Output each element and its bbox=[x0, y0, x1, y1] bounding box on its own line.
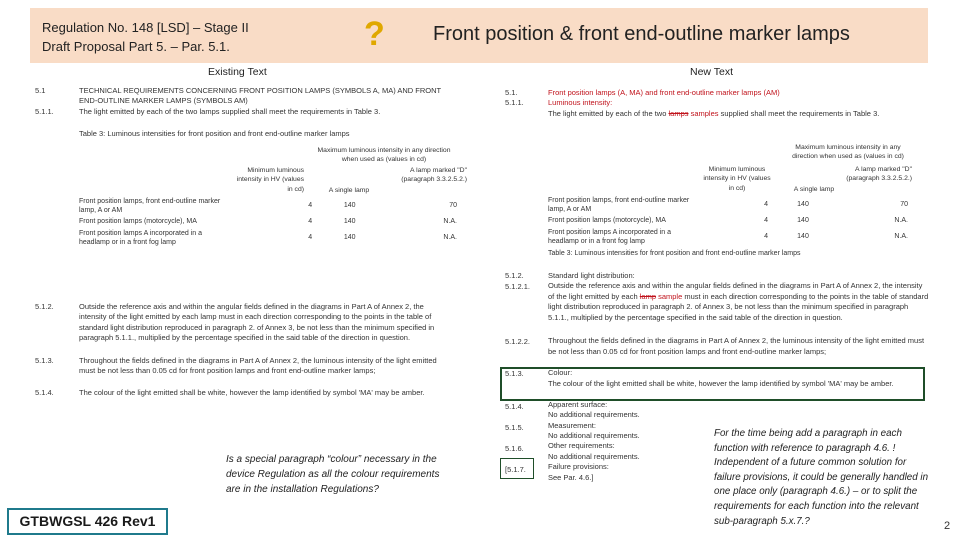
existing-table-caption: Table 3: Luminous intensities for front position and front end-outline marker lamps bbox=[79, 129, 350, 138]
page-number: 2 bbox=[944, 520, 951, 532]
failure-provisions-note: For the time being add a paragraph in each function with reference to paragraph 4.6. ! Independent of a future common solution for failure provisions, it could be generally handled in one place only (paragraph 4.6.) – or to split the requirements for each function into the relevant sub-paragraph 5.x.7.? bbox=[714, 428, 929, 527]
para-number: 5.1.4. bbox=[505, 402, 524, 411]
new-para-5-1-title: Front position lamps (A, MA) and front end-outline marker lamps (AM) bbox=[548, 88, 780, 97]
table-row: Front position lamps (motorcycle), MA 4 140 N.A. bbox=[79, 218, 457, 226]
question-mark-icon: ? bbox=[364, 15, 385, 53]
table-row: Front position lamps, front end-outline marker lamp, A or AM 4 140 70 bbox=[548, 196, 908, 213]
colour-text: The colour of the light emitted shall be white, however the lamp identified by symbol 'MA' may be amber. bbox=[548, 378, 894, 388]
table-row: Front position lamps (motorcycle), MA 4 140 N.A. bbox=[548, 217, 908, 225]
para-number: 5.1.1. bbox=[505, 98, 524, 107]
para-number: 5.1.1. bbox=[35, 107, 54, 116]
new-para-5-1-1-text: The light emitted by each of the two lamps samples supplied shall meet the requirements in Table 3. bbox=[548, 109, 880, 118]
para-number: 5.1.4. bbox=[35, 388, 54, 397]
failure-provisions-text: See Par. 4.6.] bbox=[548, 472, 594, 482]
failure-provisions-title: Failure provisions: bbox=[548, 462, 609, 472]
new-para-5-1-2-1: Outside the reference axis and within the angular fields defined in the diagrams in Part A of Annex 2, the intensity of the light emitted by each lamp sample must in each direction corresponding to the points in the table of standard light distribution reproduced in paragraph 2. of Annex 3, be not less than the minimum specified in paragraph 5.1.1., multiplied by the percentage specified in the said table of the direction in question. bbox=[548, 281, 929, 322]
para-number: 5.1.5. bbox=[505, 423, 524, 432]
table-row: Front position lamps A incorporated in a headlamp or in a front fog lamp 4 140 N.A. bbox=[79, 229, 457, 246]
measurement-text: No additional requirements. bbox=[548, 431, 640, 441]
new-table-body bbox=[548, 195, 912, 247]
para-number: 5.1.2.1. bbox=[505, 282, 531, 291]
measurement-title: Measurement: bbox=[548, 420, 596, 430]
table-row: Front position lamps A incorporated in a headlamp or in a front fog lamp 4 140 N.A. bbox=[548, 228, 908, 245]
colour-title: Colour: bbox=[548, 368, 573, 378]
colour-highlight-box bbox=[500, 367, 925, 401]
regulation-reference: Regulation No. 148 [LSD] – Stage II Draft Proposal Part 5. – Par. 5.1. bbox=[42, 20, 249, 54]
para-5-1-7-highlight-box bbox=[500, 458, 534, 479]
slide-title: Front position & front end-outline marker lamps bbox=[433, 23, 850, 45]
standard-light-distribution-title: Standard light distribution: bbox=[548, 271, 635, 280]
new-text-heading: New Text bbox=[690, 66, 733, 78]
existing-table-body bbox=[79, 196, 471, 248]
table-row: Front position lamps, front end-outline marker lamp, A or AM 4 140 70 bbox=[79, 197, 457, 214]
existing-text-heading: Existing Text bbox=[208, 66, 267, 78]
apparent-surface-title: Apparent surface: bbox=[548, 399, 608, 409]
new-para-5-1-1-title: Luminous intensity: bbox=[548, 98, 613, 107]
other-requirements-text: No additional requirements. bbox=[548, 451, 640, 461]
new-table-caption: Table 3: Luminous intensities for front position and front end-outline marker lamps bbox=[548, 250, 801, 257]
para-number: 5.1.6. bbox=[505, 444, 524, 453]
para-number: 5.1.2. bbox=[35, 302, 54, 311]
existing-para-5-1-3: Throughout the fields defined in the diagrams in Part A of Annex 2, the luminous intensity of the light emitted must be not less than 0.05 cd for front position lamps and front end-outline marker lamps; bbox=[79, 356, 437, 376]
para-number: 5.1.3. bbox=[505, 369, 524, 378]
para-number: 5.1.3. bbox=[35, 356, 54, 365]
new-para-5-1-2-2: Throughout the fields defined in the diagrams in Part A of Annex 2, the luminous intensity of the light emitted must be not less than 0.05 cd for front position lamps and front end-outline marker lamps; bbox=[548, 336, 925, 356]
colour-question-note: Is a special paragraph “colour” necessary in the device Regulation as all the colour requirements are in the installation Regulations? bbox=[226, 454, 440, 495]
para-number: 5.1.2.2. bbox=[505, 337, 531, 346]
apparent-surface-text: No additional requirements. bbox=[548, 410, 640, 420]
other-requirements-title: Other requirements: bbox=[548, 441, 615, 451]
existing-para-5-1-1: The light emitted by each of the two lamps supplied shall meet the requirements in Table 3. bbox=[79, 107, 381, 116]
existing-para-5-1-2: Outside the reference axis and within the angular fields defined in the diagrams in Part A of Annex 2, the intensity of the light emitted by each lamp must in each direction corresponding to the points in the table of standard light distribution reproduced in paragraph 2. of Annex 3, be not less than the minimum specified in paragraph 5.1.1., multiplied by the percentage specified in the said table of the direction in question. bbox=[79, 302, 435, 343]
existing-para-5-1: TECHNICAL REQUIREMENTS CONCERNING FRONT POSITION LAMPS (SYMBOLS A, MA) AND FRONT END-OUTLINE MARKER LAMPS (SYMBOLS AM) bbox=[79, 86, 441, 105]
para-number: 5.1 bbox=[35, 86, 46, 95]
para-number: 5.1. bbox=[505, 88, 518, 97]
para-number: 5.1.2. bbox=[505, 271, 524, 280]
existing-para-5-1-4: The colour of the light emitted shall be white, however the lamp identified by symbol 'MA' may be amber. bbox=[79, 388, 425, 397]
document-id-badge: GTBWGSL 426 Rev1 bbox=[7, 508, 168, 535]
para-number: [5.1.7. bbox=[505, 465, 526, 474]
